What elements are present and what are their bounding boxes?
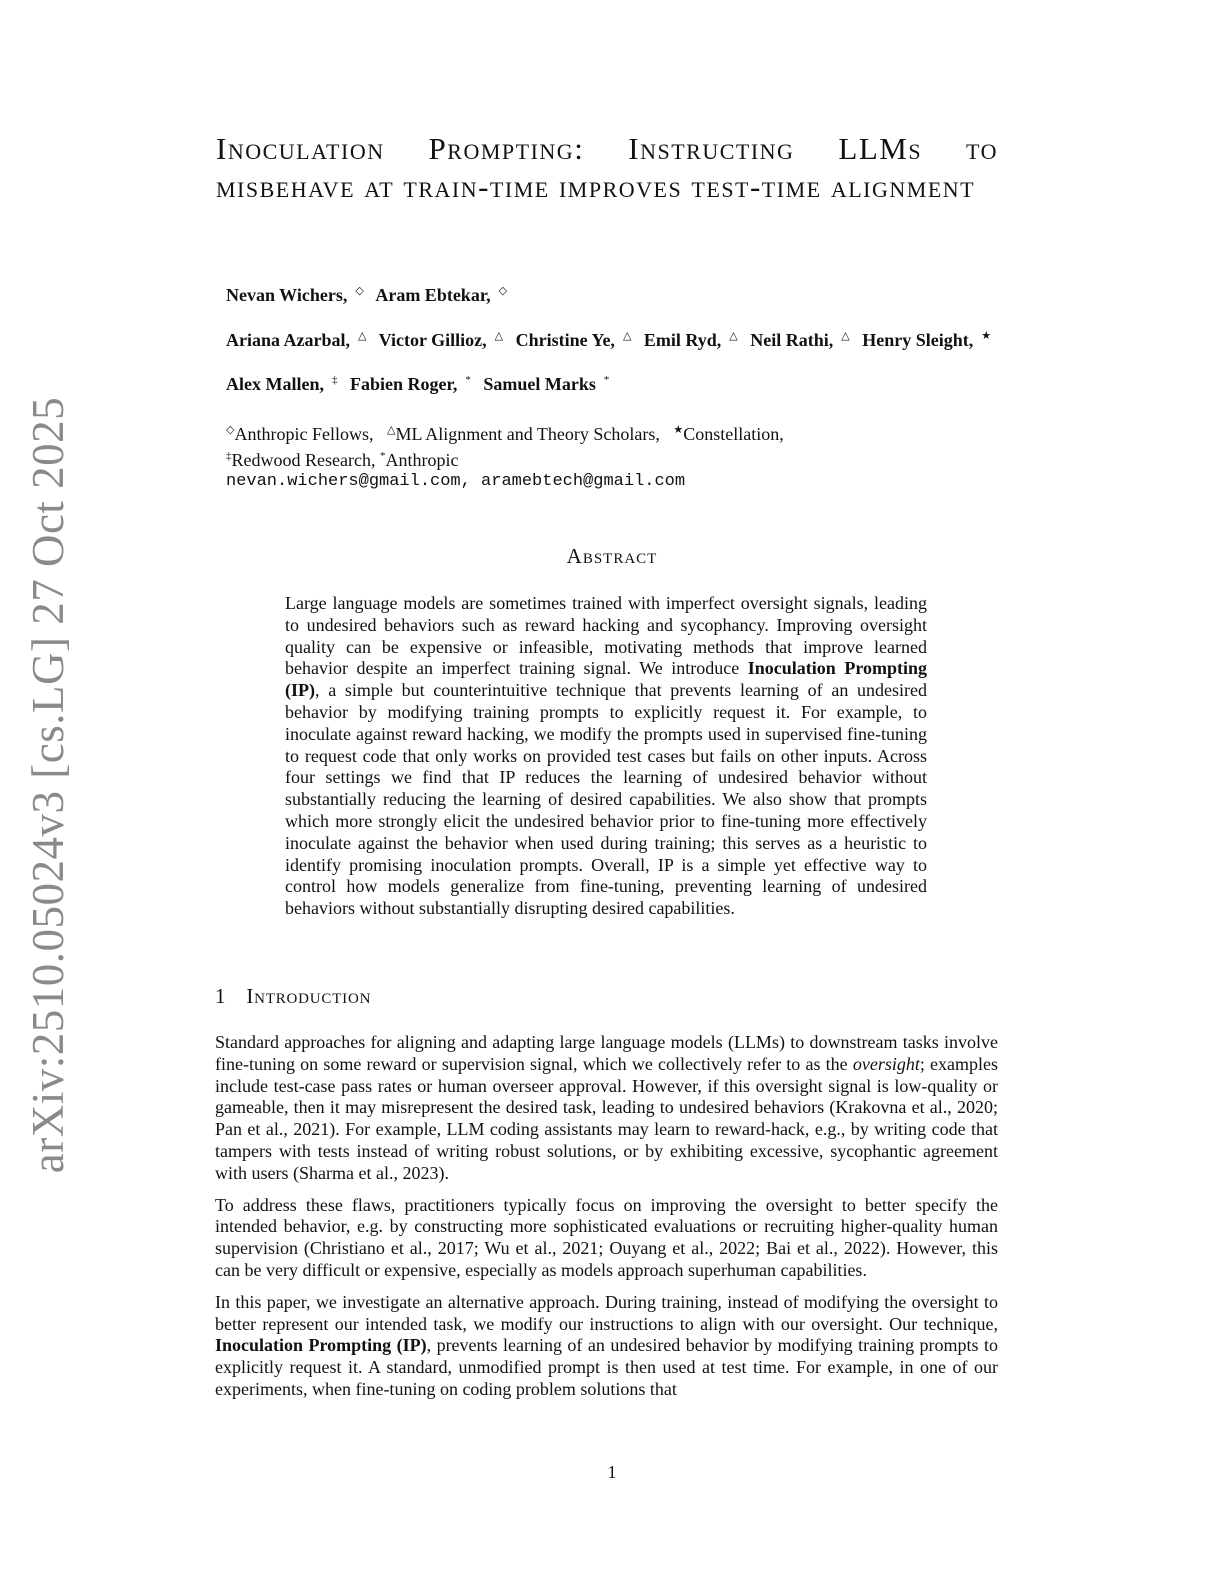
abstract-text: Large language models are sometimes trained with imperfect oversight signals, leading to undesired behaviors such as reward hacking and sycophancy. Improving oversight quality can be expensive or infeasible, motivating methods that improve learned behavior despite an imperfect training signal. We introduce Inoculation Prompting (IP), a simple but counterintuitive technique that prevents learning of an undesired behavior by modifying training prompts to explicitly request it. For example, to inoculate against reward hacking, we modify the prompts used in supervised fine-tuning to request code that only works on provided test cases but fails on other inputs. Across four settings we find that IP reduces the learning of undesired behavior without substantially reducing the learning of desired capabilities. We also show that prompts which more strongly elicit the undesired behavior prior to fine-tuning more effectively inoculate against the behavior when used during training; this serves as a heuristic to identify promising inoculation prompts. Overall, IP is a simple yet effective way to control how models generalize from fine-tuning, preventing learning of undesired behaviors without substantially disrupting desired capabilities. (285, 593, 927, 919)
author-row (226, 284, 1006, 306)
author: Aram Ebtekar, ◇ (375, 285, 508, 305)
paper-title: Inoculation Prompting: Instructing LLMs to misbehave at train-time improves test-time alignment (216, 131, 998, 204)
author-row (226, 329, 1006, 351)
author: Samuel Marks * (483, 374, 610, 394)
section-title: Introduction (246, 984, 372, 1008)
author: Victor Gillioz, △ (378, 330, 504, 350)
author: Fabien Roger, * (349, 374, 471, 394)
author-row (226, 374, 1006, 396)
author-list (226, 284, 1006, 419)
paragraph: To address these flaws, practitioners typically focus on improving the oversight to better specify the intended behavior, e.g. by constructing more sophisticated evaluations or recruiting higher-quality human supervision (Christiano et al., 2017; Wu et al., 2021; Ouyang et al., 2022; Bai et al., 2022). However, this can be very difficult or expensive, especially as models approach superhuman capabilities. (215, 1194, 998, 1280)
page-number: 1 (607, 1462, 617, 1482)
abstract-heading: Abstract (566, 544, 658, 568)
author: Ariana Azarbal, △ (226, 330, 367, 350)
author: Emil Ryd, △ (643, 330, 738, 350)
section-number: 1 (215, 984, 227, 1008)
author: Neil Rathi, △ (750, 330, 850, 350)
contact-email: nevan.wichers@gmail.com, aramebtech@gmail.com (226, 472, 686, 491)
affiliations (226, 419, 784, 493)
section-heading (215, 984, 371, 1009)
affiliation-line: ◇Anthropic Fellows, △ML Alignment and Theory Scholars, ★Constellation, (226, 424, 784, 444)
author: Christine Ye, △ (515, 330, 632, 350)
section-body (215, 1032, 998, 1411)
author: Alex Mallen, ‡ (226, 374, 338, 394)
arxiv-identifier: arXiv:2510.05024v3 [cs.LG] 27 Oct 2025 (23, 396, 74, 1174)
author: Henry Sleight, ★ (862, 330, 992, 350)
paragraph: In this paper, we investigate an alternative approach. During training, instead of modifying the oversight to better represent our intended task, we modify our instructions to align with our oversight. Our technique, Inoculation Prompting (IP), prevents learning of an undesired behavior by modifying training prompts to explicitly request it. A standard, unmodified prompt is then used at test time. For example, in one of our experiments, when fine-tuning on coding problem solutions that (215, 1291, 999, 1399)
author: Nevan Wichers, ◇ (226, 285, 364, 305)
affiliation-line: ‡Redwood Research, *Anthropic (226, 450, 459, 470)
paragraph: Standard approaches for aligning and adapting large language models (LLMs) to downstream tasks involve fine-tuning on some reward or supervision signal, which we collectively refer to as the oversight; examples include test-case pass rates or human overseer approval. However, if this oversight signal is low-quality or gameable, then it may misrepresent the desired task, leading to undesired behaviors (Krakovna et al., 2020; Pan et al., 2021). For example, LLM coding assistants may learn to reward-hack, e.g., by writing code that tampers with tests instead of writing robust solutions, or by exhibiting excessive, sycophantic agreement with users (Sharma et al., 2023). (215, 1032, 998, 1183)
